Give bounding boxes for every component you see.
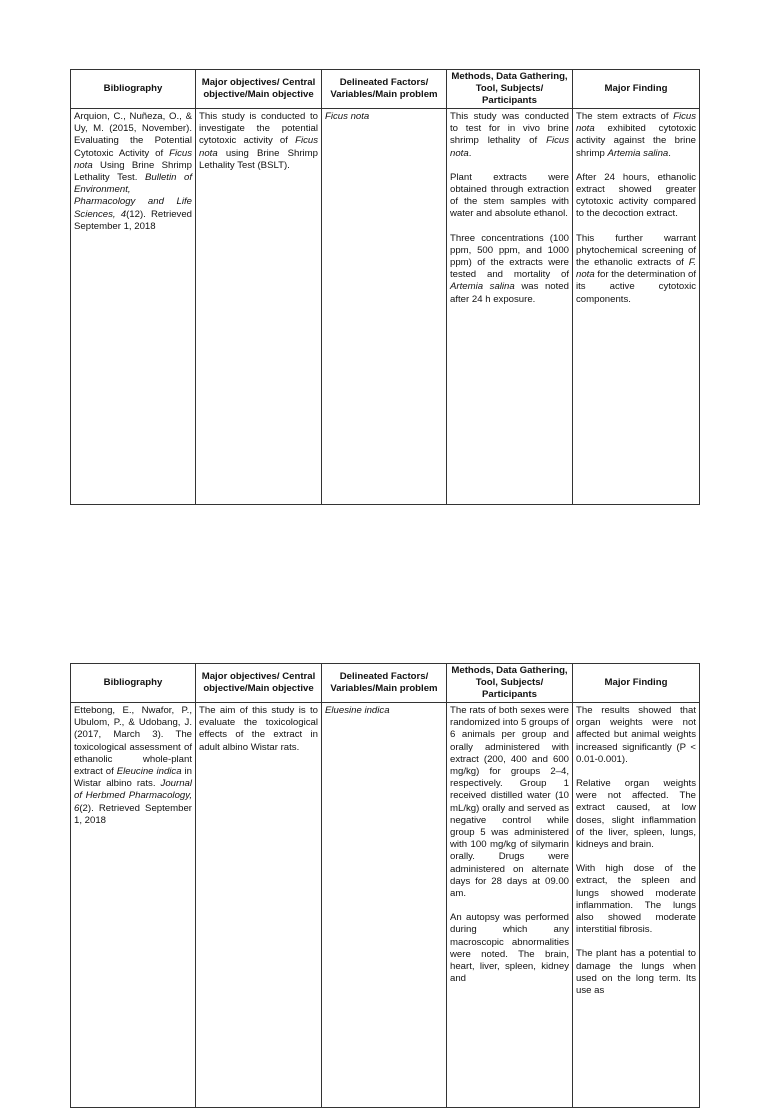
- finding-paragraph: The stem extracts of Ficus nota exhibited cytotoxic activity against the brine shrimp Artemia salina.: [576, 111, 696, 159]
- methods-paragraph: This study was conducted to test for in vivo brine shrimp lethality of Ficus nota.: [450, 111, 569, 159]
- header-finding: Major Finding: [573, 664, 700, 703]
- methods-paragraph: Three concentrations (100 ppm, 500 ppm, and 1000 ppm) of the extracts were tested and mortality of Artemia salina was noted after 24 h exposure.: [450, 232, 569, 305]
- header-objectives: Major objectives/ Central objective/Main objective: [196, 70, 322, 109]
- bibliography-cell: Ettebong, E., Nwafor, P., Ubulom, P., & Udobang, J. (2017, March 3). The toxicological assessment of ethanolic whole-plant extract of Eleucine indica in Wistar albino rats. Journal of Herbmed Pharmacology, 6(2). Retrieved September 1, 2018: [71, 703, 196, 1108]
- header-factors: Delineated Factors/ Variables/Main problem: [322, 664, 447, 703]
- objective-cell: This study is conducted to investigate the potential cytotoxic activity of Ficus nota using Brine Shrimp Lethality Test (BSLT).: [196, 109, 322, 505]
- finding-paragraph: The results showed that organ weights were not affected but animal weights increased significantly (P < 0.01-0.001).: [576, 705, 696, 765]
- finding-paragraph: The plant has a potential to damage the lungs when used on the long term. Its use as: [576, 948, 696, 997]
- finding-cell: [573, 703, 700, 1108]
- methods-cell: [447, 703, 573, 1108]
- finding-paragraph: Relative organ weights were not affected. The extract caused, at low doses, slight inflammation of the liver, spleen, lungs, kidneys and brain.: [576, 778, 696, 851]
- header-finding: Major Finding: [573, 70, 700, 109]
- methods-paragraph: The rats of both sexes were randomized into 5 groups of 6 animals per group and orally administered with extract (200, 400 and 600 mg/kg) for groups 2–4, respectively. Group 1 received distilled water (10 mL/kg) orally and served as negative control while group 5 was administered with 100 mg/kg of silymarin orally. Drugs were administered on alternate days for 28 days at 09.00 am.: [450, 705, 569, 900]
- header-objectives: Major objectives/ Central objective/Main objective: [196, 664, 322, 703]
- finding-paragraph: After 24 hours, ethanolic extract showed greater cytotoxic activity compared to the decoction extract.: [576, 171, 696, 220]
- header-factors: Delineated Factors/ Variables/Main problem: [322, 70, 447, 109]
- finding-paragraph: This further warrant phytochemical screening of the ethanolic extracts of F. nota for the determination of its active cytotoxic components.: [576, 232, 697, 305]
- table-row: [71, 703, 700, 1108]
- methods-paragraph: Plant extracts were obtained through extraction of the stem samples with water and absolute ethanol.: [450, 171, 569, 220]
- literature-table-2: [70, 663, 700, 1108]
- table-row: [71, 109, 700, 505]
- literature-table-1: [70, 69, 700, 505]
- finding-paragraph: With high dose of the extract, the spleen and lungs showed moderate inflammation. The lungs also showed moderate interstitial fibrosis.: [576, 863, 696, 936]
- finding-cell: [573, 109, 700, 505]
- bibliography-cell: Arquion, C., Nuñeza, O., & Uy, M. (2015, November). Evaluating the Potential Cytotoxic Activity of Ficus nota Using Brine Shrimp Lethality Test. Bulletin of Environment, Pharmacology and Life Sciences, 4(12). Retrieved September 1, 2018: [71, 109, 196, 505]
- header-bibliography: Bibliography: [71, 664, 196, 703]
- factors-cell: Eluesine indica: [322, 703, 447, 1108]
- header-row: [71, 664, 700, 703]
- factors-cell: Ficus nota: [322, 109, 447, 505]
- objective-cell: The aim of this study is to evaluate the toxicological effects of the extract in adult albino Wistar rats.: [196, 703, 322, 1108]
- header-methods: Methods, Data Gathering, Tool, Subjects/ Participants: [447, 70, 573, 109]
- header-row: [71, 70, 700, 109]
- header-bibliography: Bibliography: [71, 70, 196, 109]
- methods-cell: [447, 109, 573, 505]
- methods-paragraph: An autopsy was performed during which any macroscopic abnormalities were noted. The brain, heart, liver, spleen, kidney and: [450, 912, 569, 985]
- header-methods: Methods, Data Gathering, Tool, Subjects/ Participants: [447, 664, 573, 703]
